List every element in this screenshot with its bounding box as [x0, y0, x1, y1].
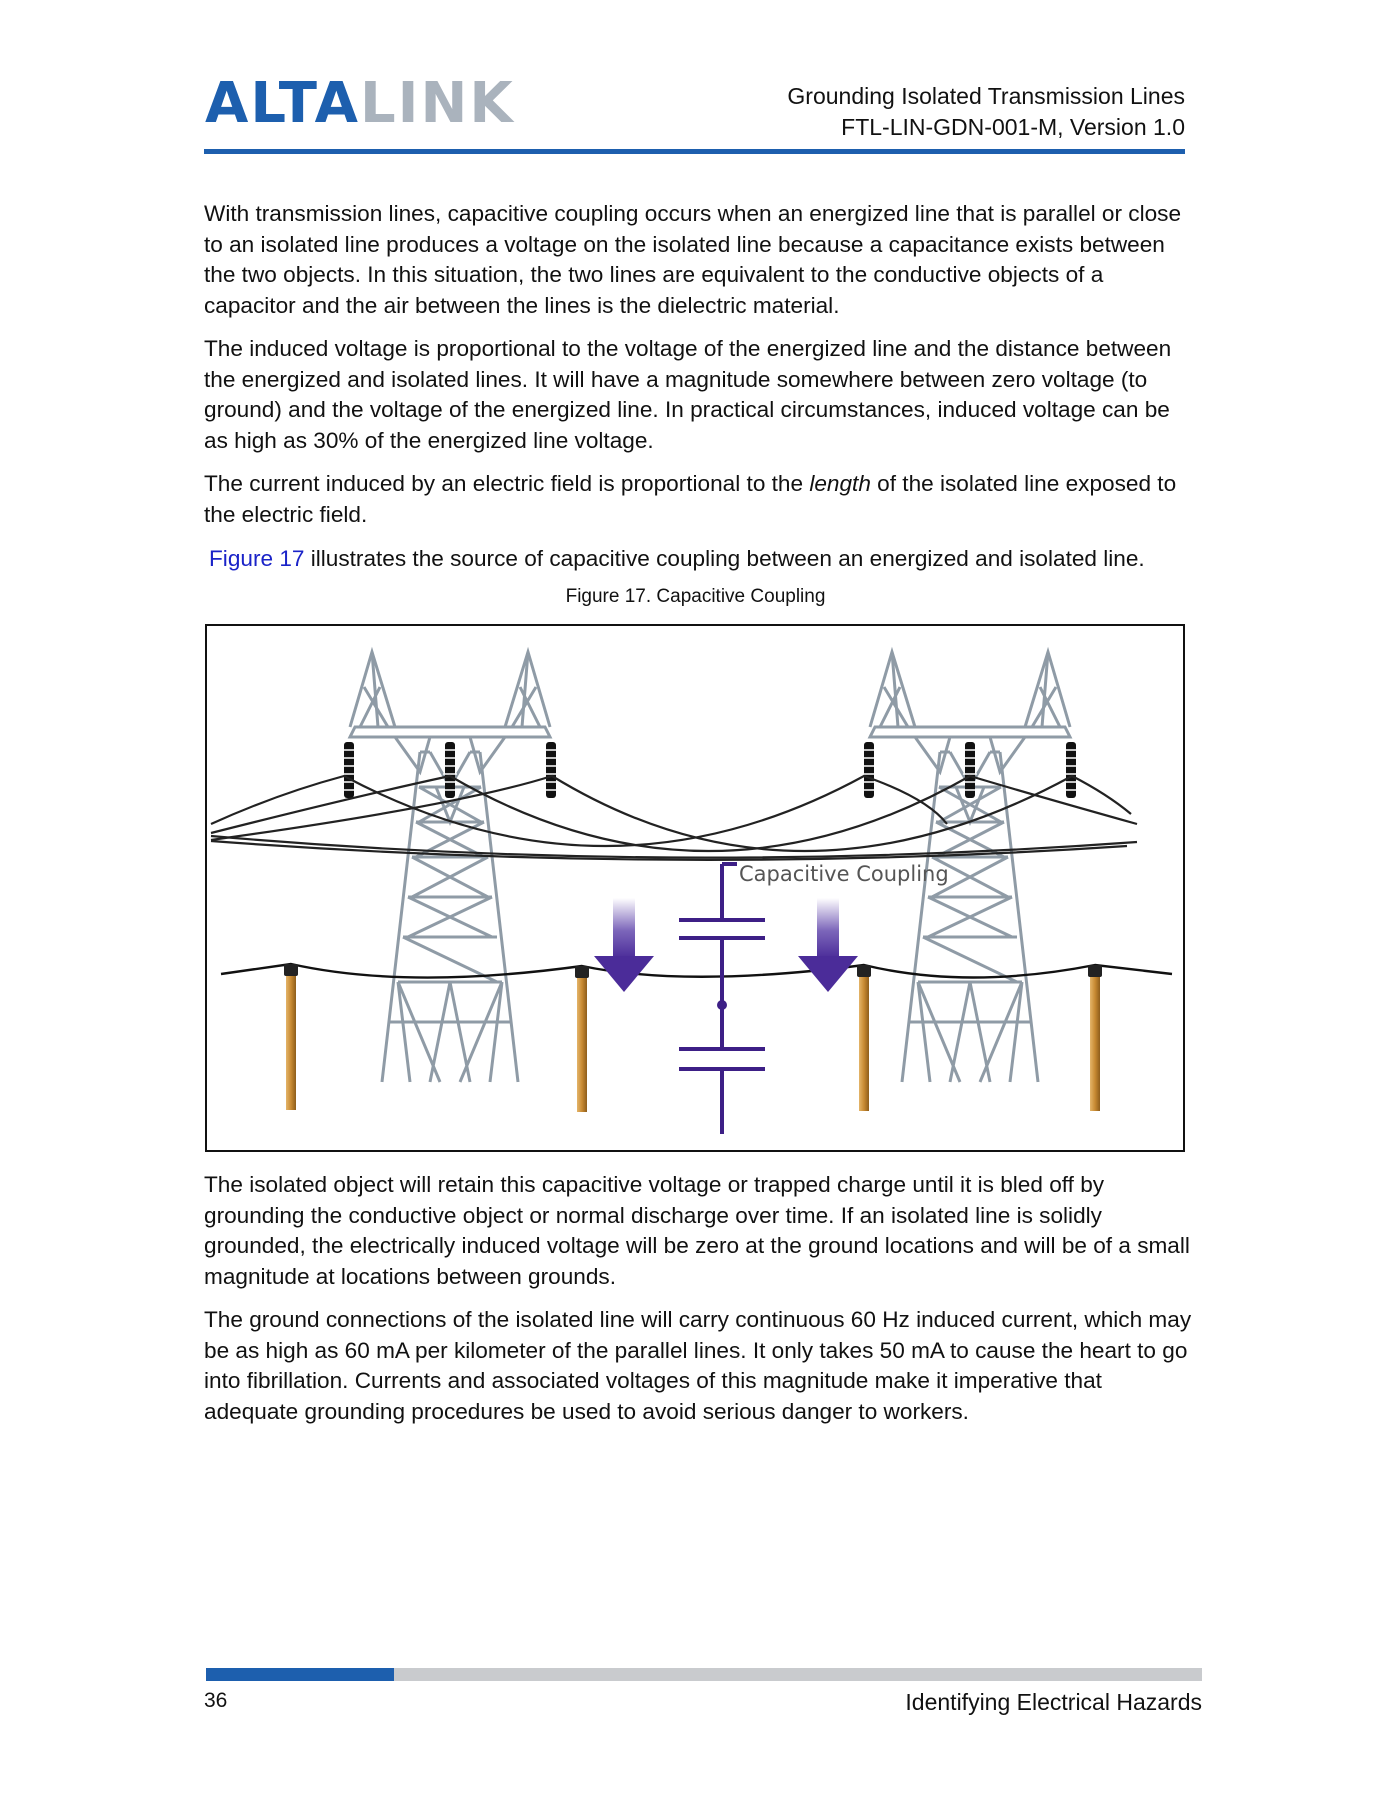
- wood-pole-1: [284, 964, 298, 1110]
- page-number: 36: [204, 1689, 228, 1712]
- header-doc-title: Grounding Isolated Transmission Lines: [787, 83, 1185, 109]
- paragraph-1: With transmission lines, capacitive coupling occurs when an energized line that is parallel or close to an isolated line produces a voltage on the isolated line because a capacitance exists between the two objects. In this situation, the two lines are equivalent to the conductive objects of a capacitor and the air between the lines is the dielectric material.: [204, 201, 1182, 318]
- header-doc-id: FTL-LIN-GDN-001-M, Version 1.0: [841, 114, 1185, 140]
- paragraph-3-text-a: The current induced by an electric field is proportional to the: [204, 471, 810, 496]
- logo-alta: ALTA: [205, 71, 360, 136]
- capacitive-coupling-label: Capacitive Coupling: [739, 862, 949, 886]
- transmission-tower-left: [342, 652, 558, 1082]
- altalink-logo: [205, 71, 515, 136]
- paragraph-3-emphasis: length: [809, 471, 871, 496]
- paragraph-2: The induced voltage is proportional to the voltage of the energized line and the distance between the energized and isolated lines. It will have a magnitude somewhere between zero voltage (to ground) and the voltage of the energized line. In practical circumstances, induced voltage can be as high as 30% of the energized line voltage.: [204, 336, 1172, 453]
- paragraph-5: The ground connections of the isolated line will carry continuous 60 Hz induced current, which may be as high as 60 mA per kilometer of the parallel lines. It only takes 50 mA to cause the heart to go into fibrillation. Currents and associated voltages of this magnitude make it imperative that adequate grounding procedures be used to avoid serious danger to workers.: [204, 1307, 1192, 1424]
- isolated-line: [221, 964, 1172, 978]
- paragraph-4: The isolated object will retain this capacitive voltage or trapped charge until it is bled off by grounding the conductive object or normal discharge over time. If an isolated line is solidly grounded, the electrically induced voltage will be zero at the ground locations and will be of a small magnitude at locations between grounds.: [204, 1172, 1190, 1289]
- body-top: [204, 199, 1194, 543]
- header-doc-info: [787, 81, 1185, 143]
- paragraph-3-text-b: of the isolated line exposed to the electric field.: [204, 471, 1177, 527]
- wood-pole-4: [1088, 965, 1102, 1111]
- wood-pole-3: [857, 965, 871, 1111]
- capacitor-junction: [717, 1000, 727, 1010]
- footer-section-title: Identifying Electrical Hazards: [905, 1689, 1202, 1715]
- capacitive-coupling-diagram: [207, 626, 1183, 1150]
- figure-17-link[interactable]: Figure 17: [209, 546, 305, 571]
- logo-link: LINK: [359, 71, 515, 136]
- footer-bar: [206, 1668, 1202, 1681]
- figure-reference: [209, 544, 1145, 574]
- header-rule: [204, 149, 1185, 154]
- figure-reference-text: illustrates the source of capacitive coupling between an energized and isolated line.: [304, 546, 1145, 571]
- figure-caption: Figure 17. Capacitive Coupling: [565, 586, 826, 607]
- arrow-right: [798, 898, 858, 992]
- wood-pole-2: [575, 966, 589, 1112]
- footer-bar-accent: [206, 1668, 394, 1681]
- capacitor-symbol: [679, 864, 765, 1134]
- capacitive-coupling-figure: [205, 624, 1185, 1152]
- arrow-left: [594, 898, 654, 992]
- body-bottom: [204, 1170, 1194, 1440]
- paragraph-3: [204, 469, 1194, 530]
